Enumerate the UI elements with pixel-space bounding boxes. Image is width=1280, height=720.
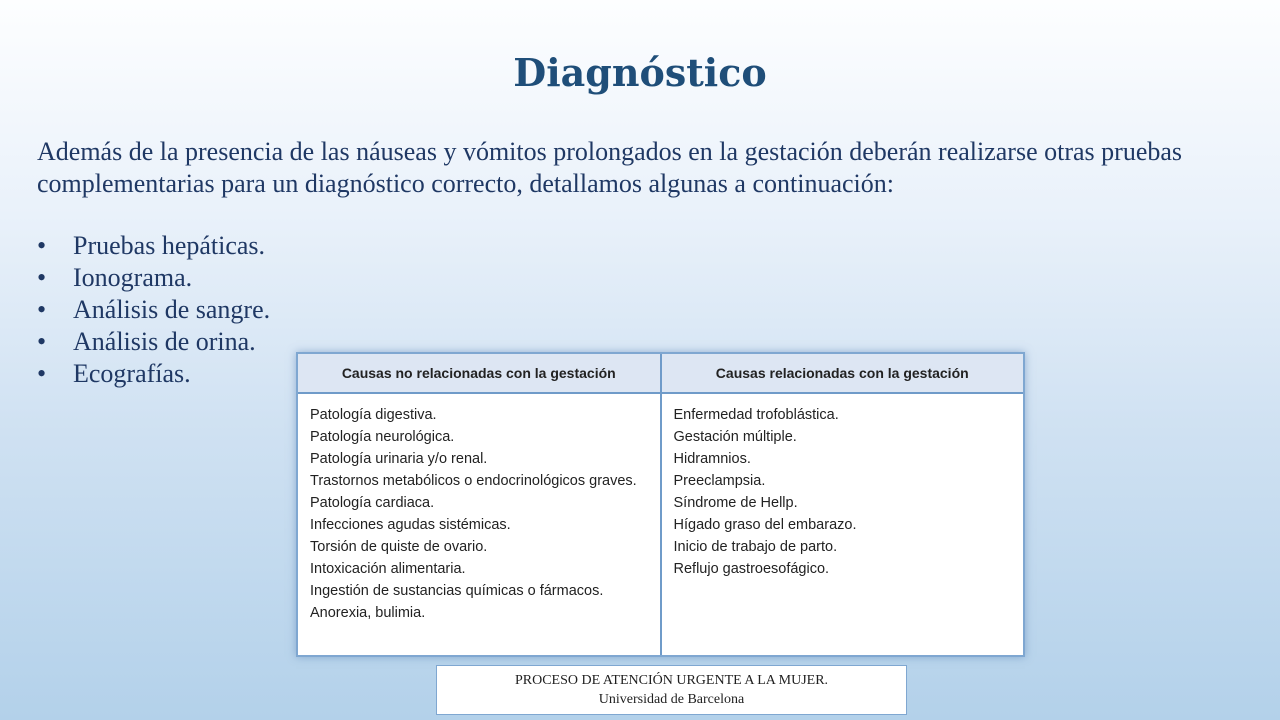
table-cell: Patología digestiva.: [310, 407, 437, 423]
header-non-pregnancy-causes: Causas no relacionadas con la gestación: [341, 365, 616, 381]
table-cell: Reflujo gastroesofágico.: [673, 561, 830, 577]
table-body: [298, 394, 1023, 655]
list-item: [37, 230, 270, 262]
header-pregnancy-causes: Causas relacionadas con la gestación: [660, 354, 1024, 392]
list-item-text: Análisis de orina.: [73, 327, 256, 356]
list-item-text: Ionograma.: [73, 263, 193, 292]
test-list: [37, 230, 270, 390]
table-cell: Torsión de quiste de ovario.: [310, 539, 488, 555]
column-non-pregnancy-causes: [298, 394, 660, 655]
bullet-icon: •: [37, 295, 47, 324]
bullet-icon: •: [37, 263, 47, 292]
table-cell: Infecciones agudas sistémicas.: [310, 517, 511, 533]
list-item: [37, 358, 270, 390]
footer-source-box: [436, 665, 907, 715]
table-cell: Hidramnios.: [673, 451, 751, 467]
table-cell: Inicio de trabajo de parto.: [673, 539, 838, 555]
table-cell: Síndrome de Hellp.: [673, 495, 798, 511]
list-item-text: Análisis de sangre.: [73, 295, 271, 324]
table-cell: Anorexia, bulimia.: [310, 605, 426, 621]
list-item-text: Pruebas hepáticas.: [73, 231, 266, 260]
bullet-icon: •: [37, 327, 47, 356]
table-cell: Hígado graso del embarazo.: [673, 517, 857, 533]
list-item-text: Ecografías.: [73, 359, 191, 388]
column-pregnancy-causes: [660, 394, 1024, 655]
table-header: [298, 354, 1023, 394]
table-cell: Trastornos metabólicos o endocrinológicos graves.: [310, 473, 637, 489]
table-cell: Preeclampsia.: [673, 473, 766, 489]
bullet-icon: •: [37, 359, 47, 388]
list-item: [37, 326, 270, 358]
footer-line-2: Universidad de Barcelona: [598, 692, 745, 707]
causes-table: [296, 352, 1025, 657]
table-cell: Ingestión de sustancias químicas o fármacos.: [310, 583, 604, 599]
table-cell: Patología urinaria y/o renal.: [310, 451, 488, 467]
slide-title: Diagnóstico: [513, 50, 767, 95]
table-cell: Patología neurológica.: [310, 429, 455, 445]
table-cell: Enfermedad trofoblástica.: [673, 407, 839, 423]
table-cell: Intoxicación alimentaria.: [310, 561, 466, 577]
footer-line-1: PROCESO DE ATENCIÓN URGENTE A LA MUJER.: [514, 673, 829, 688]
table-cell: Patología cardiaca.: [310, 495, 435, 511]
table-cell: Gestación múltiple.: [673, 429, 797, 445]
list-item: [37, 294, 270, 326]
bullet-icon: •: [37, 231, 47, 260]
intro-paragraph: Además de la presencia de las náuseas y vómitos prolongados en la gestación deberán realizarse otras pruebas complementarias para un diagnóstico correcto, detallamos algunas a continuación:: [37, 137, 1183, 198]
list-item: [37, 262, 270, 294]
